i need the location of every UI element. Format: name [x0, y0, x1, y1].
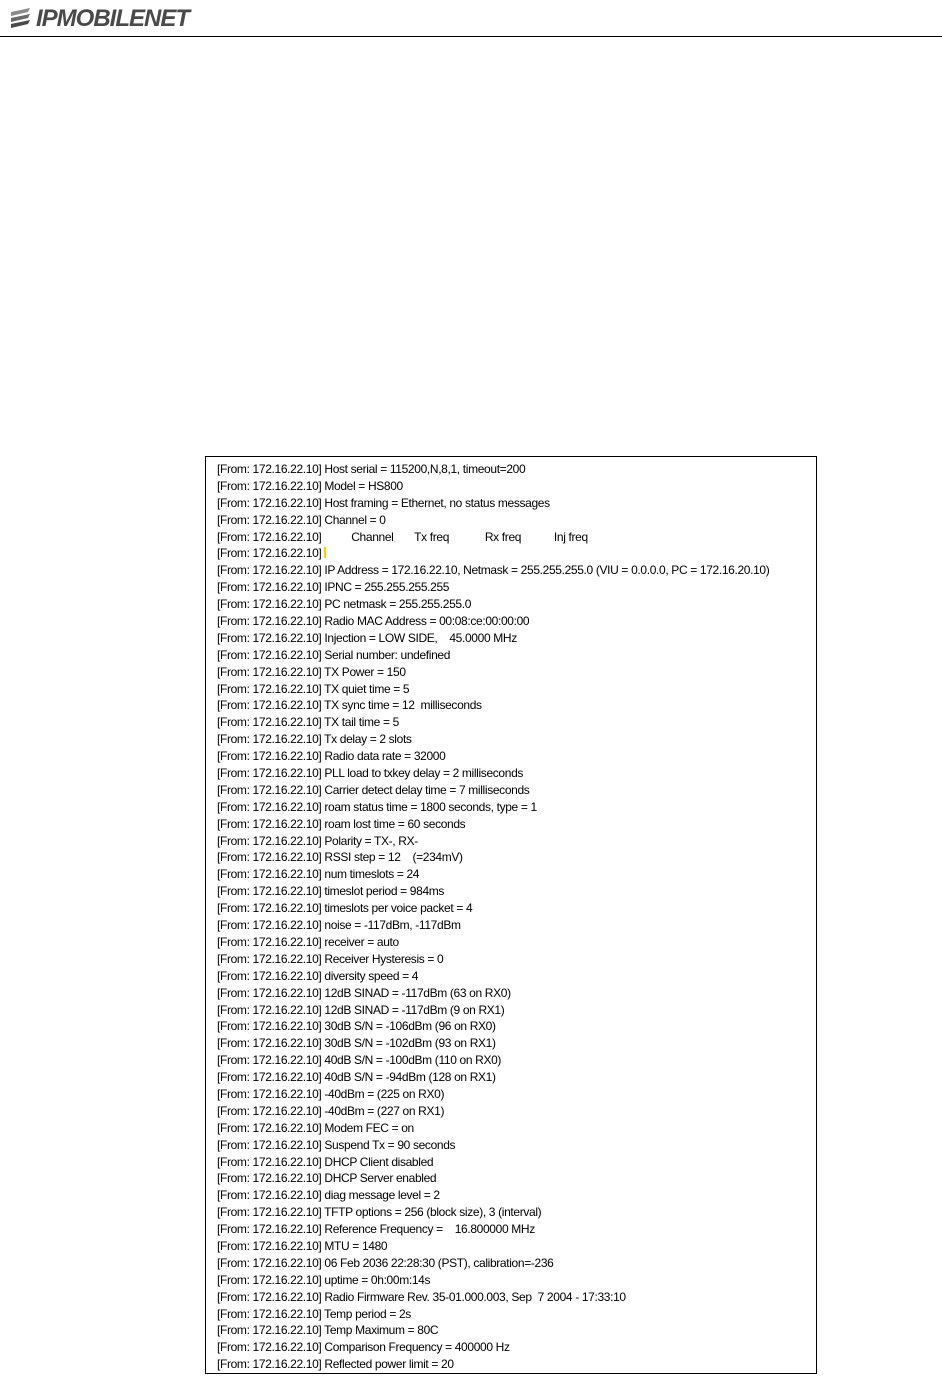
log-line: [From: 172.16.22.10] uptime = 0h:00m:14s	[217, 1272, 431, 1287]
log-line: [From: 172.16.22.10] 30dB S/N = -106dBm (96 on RX0)	[217, 1019, 496, 1034]
log-line: [From: 172.16.22.10] Host framing = Ethernet, no status messages	[217, 495, 550, 510]
log-line: [From: 172.16.22.10] 30dB S/N = -102dBm (93 on RX1)	[217, 1036, 496, 1051]
log-line: [From: 172.16.22.10] -40dBm = (225 on RX0)	[217, 1086, 445, 1101]
log-line: [From: 172.16.22.10] Serial number: undefined	[217, 647, 451, 662]
log-line: [From: 172.16.22.10] Comparison Frequency = 400000 Hz	[217, 1340, 510, 1355]
log-line: [From: 172.16.22.10] Polarity = TX-, RX-	[217, 833, 418, 848]
log-line: [From: 172.16.22.10] PLL load to txkey delay = 2 milliseconds	[217, 766, 524, 781]
log-line: [From: 172.16.22.10] Radio MAC Address = 00:08:ce:00:00:00	[217, 614, 530, 629]
log-line: [From: 172.16.22.10] Receiver Hysteresis = 0	[217, 951, 444, 966]
log-line: [From: 172.16.22.10] 40dB S/N = -100dBm (110 on RX0)	[217, 1053, 502, 1068]
log-line: [From: 172.16.22.10] Temp period = 2s	[217, 1306, 411, 1321]
log-line: [From: 172.16.22.10] Model = HS800	[217, 478, 403, 493]
log-line: [From: 172.16.22.10] TX quiet time = 5	[217, 681, 410, 696]
page-header	[0, 0, 942, 38]
log-line: [From: 172.16.22.10] Reflected power limit = 20	[217, 1357, 454, 1372]
log-line: [From: 172.16.22.10] Carrier detect delay time = 7 milliseconds	[217, 782, 530, 797]
log-line: [From: 172.16.22.10] Radio Firmware Rev. 35-01.000.003, Sep 7 2004 - 17:33:10	[217, 1289, 626, 1304]
console-log-panel	[205, 456, 817, 1374]
log-line: [From: 172.16.22.10] TX sync time = 12 milliseconds	[217, 698, 482, 713]
log-line: [From: 172.16.22.10] Host serial = 115200,N,8,1, timeout=200	[217, 462, 526, 476]
log-line: [From: 172.16.22.10] Suspend Tx = 90 seconds	[217, 1137, 456, 1152]
logo-text: IPMOBILENET	[36, 5, 190, 32]
log-line: [From: 172.16.22.10] MTU = 1480	[217, 1238, 388, 1253]
log-line: [From: 172.16.22.10] noise = -117dBm, -117dBm	[217, 918, 461, 933]
log-line: [From: 172.16.22.10] Radio data rate = 32000	[217, 749, 446, 764]
log-line: [From: 172.16.22.10] TX tail time = 5	[217, 715, 399, 730]
log-line: [From: 172.16.22.10] RSSI step = 12 (=234mV)	[217, 850, 463, 865]
log-line: [From: 172.16.22.10] TX Power = 150	[217, 664, 406, 679]
log-line: [From: 172.16.22.10] Modem FEC = on	[217, 1120, 414, 1135]
log-line: [From: 172.16.22.10] timeslot period = 984ms	[217, 884, 445, 899]
log-line: [From: 172.16.22.10] roam status time = 1800 seconds, type = 1	[217, 799, 537, 814]
log-line: [From: 172.16.22.10]	[217, 546, 325, 561]
log-line: [From: 172.16.22.10] Channel = 0	[217, 512, 386, 527]
company-logo	[8, 5, 189, 33]
log-line: [From: 172.16.22.10] timeslots per voice packet = 4	[217, 901, 473, 916]
log-line: [From: 172.16.22.10] roam lost time = 60 seconds	[217, 816, 466, 831]
log-line: [From: 172.16.22.10] TFTP options = 256 (block size), 3 (interval)	[217, 1205, 542, 1220]
log-line: [From: 172.16.22.10] Channel Tx freq Rx freq Inj freq	[217, 529, 588, 544]
header-divider	[0, 36, 942, 37]
log-line: [From: 172.16.22.10] 12dB SINAD = -117dBm (9 on RX1)	[217, 1002, 505, 1017]
log-line: [From: 172.16.22.10] 06 Feb 2036 22:28:30 (PST), calibration=-236	[217, 1255, 554, 1270]
log-line: [From: 172.16.22.10] diversity speed = 4	[217, 968, 419, 983]
log-line: [From: 172.16.22.10] receiver = auto	[217, 934, 399, 949]
log-line: [From: 172.16.22.10] IP Address = 172.16.22.10, Netmask = 255.255.255.0 (VIU = 0.0.0.0, PC = 172.16.20.10)	[217, 563, 770, 578]
log-line: [From: 172.16.22.10] Tx delay = 2 slots	[217, 732, 412, 747]
log-line: [From: 172.16.22.10] DHCP Client disabled	[217, 1154, 434, 1169]
log-line: [From: 172.16.22.10] Temp Maximum = 80C	[217, 1323, 439, 1338]
log-line: [From: 172.16.22.10] Injection = LOW SIDE, 45.0000 MHz	[217, 630, 517, 645]
log-line: [From: 172.16.22.10] 12dB SINAD = -117dBm (63 on RX0)	[217, 985, 511, 1000]
log-line: [From: 172.16.22.10] 40dB S/N = -94dBm (128 on RX1)	[217, 1070, 496, 1085]
log-line: [From: 172.16.22.10] PC netmask = 255.255.255.0	[217, 597, 472, 612]
log-line: [From: 172.16.22.10] num timeslots = 24	[217, 867, 420, 882]
ipmobilenet-logo-icon	[8, 6, 34, 32]
log-line: [From: 172.16.22.10] IPNC = 255.255.255.255	[217, 580, 450, 595]
text-cursor	[324, 547, 326, 558]
log-line: [From: 172.16.22.10] diag message level = 2	[217, 1188, 440, 1203]
log-line: [From: 172.16.22.10] Reference Frequency = 16.800000 MHz	[217, 1222, 535, 1237]
log-line: [From: 172.16.22.10] DHCP Server enabled	[217, 1171, 437, 1186]
log-line: [From: 172.16.22.10] -40dBm = (227 on RX1)	[217, 1103, 445, 1118]
